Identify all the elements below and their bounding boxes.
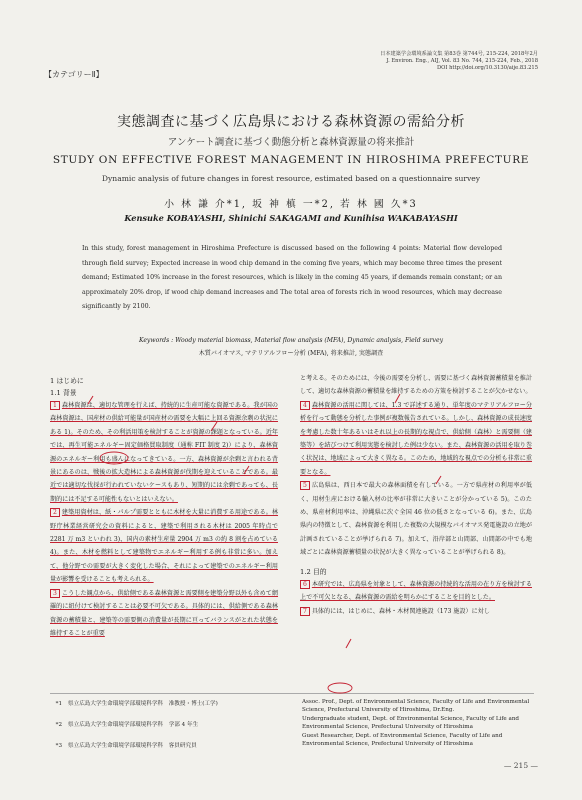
authors-en: Kensuke KOBAYASHI, Shinichi SAKAGAMI and Kunihisa WAKABAYASHI [124, 213, 458, 223]
annotation-mark: 7 [300, 607, 310, 616]
paper-title-ja: 実態調査に基づく広島県における森林資源の需給分析 [117, 114, 465, 130]
annotation-mark: 2 [50, 508, 60, 517]
footnote-item: *2 県立広島大学生命環境学部環境科学科 学部 4 年生 [55, 722, 199, 728]
journal-doi: DOI http://doi.org/10.3130/aije.83.215 [436, 65, 538, 71]
body-paragraph: 1 森林資源は、適切な管理を行えば、持続的に生産可能な資源である。我が国の森林資源は、国産材の供給可能量が国産材の需要を大幅に上回る資源余剰の状況にある 1)。そのため、その利活用策を検討することが資源の課題となっている。近年では、再生可能エネルギー固定価格買取制度（通称 FIT 制度 2)）により、森林資源のエネルギー利用も盛んになってきている。一方、森林資源が余剰と言われる背景にあるのは、戦後の拡大造林による森林資源が伐期を迎えていることである。最近では適切な伐採が行われていないケースもあり、短期的には余剰であっても、長期的には不足する可能性もないとはいえない。 [50, 402, 279, 503]
footnote-item: Undergraduate student, Dept. of Environmental Science, Faculty of Life and Environmental Science, Prefectural University of Hiroshima [302, 716, 519, 730]
body-paragraph: 2 建築用資材は、紙・パルプ需要とともに木材を大量に消費する用途である。林野庁林業経営研究会の資料によると、建築で利用される木材は 2005 年時点で 2281 万 m3 といわれ 3)、国内の素材生産量 2904 万 m3 の約 8 割を占めている 4)。また、木材を燃料として建築物でエネルギー利用する例も非常に多い。加えて、他分野での需要が大きく変化した場合、それによって建築でのエネルギー利用量が影響を受けることも考えられる。 [50, 509, 279, 584]
subsection-heading-objective: 1.2 目的 [300, 567, 327, 576]
footnote-divider [50, 693, 534, 694]
footnote-item: *1 県立広島大学生命環境学部環境科学科 准教授・博士(工学) [55, 701, 218, 707]
paper-subtitle-ja: アンケート調査に基づく動態分析と森林資源量の将来推計 [167, 137, 415, 148]
annotation-mark: 5 [300, 481, 310, 490]
annotation-mark: 4 [300, 401, 310, 410]
subsection-heading-background: 1.1 背景 [50, 389, 77, 397]
journal-citation-ja: 日本建築学会環境系論文集 第83巻 第744号, 215-224, 2018年2月 [380, 51, 538, 57]
category-label: 【カテゴリーⅡ】 [44, 70, 104, 79]
annotation-mark: 3 [50, 589, 60, 598]
pen-slash-mark [346, 639, 351, 648]
page-number: — 215 — [503, 761, 538, 770]
footnote-item: *3 県立広島大学生命環境学部環境科学科 客員研究員 [55, 743, 197, 749]
footnotes-ja [50, 699, 290, 751]
authors-ja: 小 林 謙 介*1, 坂 神 槙 一*2, 若 林 國 久*3 [164, 199, 418, 210]
footnotes-en [302, 699, 534, 751]
footnote-item: Assoc. Prof., Dept. of Environmental Science, Faculty of Life and Environmental Science, Prefectural University of Hiroshima, Dr.Eng. [302, 699, 530, 713]
paper-title-en: STUDY ON EFFECTIVE FOREST MANAGEMENT IN HIROSHIMA PREFECTURE [52, 154, 530, 166]
footnote-item: Guest Researcher, Dept. of Environmental Science, Faculty of Life and Environmental Science, Prefectural University of Hiroshima [302, 733, 503, 747]
body-paragraph: 3 こうした観点から、供給側である森林資源と需要側を建築分野以外も含めて網羅的に紐付けて検討することは必要不可欠である。具体的には、供給側である森林資源の蓄積量と、建築等の需要側の消費量が長期に亘ってバランスがとれた状態を維持することが重要 [50, 589, 279, 637]
body-paragraph: と考える。そのためには、今後の需要を分析し、需要に基づく森林資源蓄積量を推計して、適切な森林資源の蓄積量を維持するための方策を検討することが欠かせない。 [300, 375, 532, 396]
body-paragraph: 5 広島県は、西日本で最大の森林面積を有している。一方で県産材の利用率が低く、用材生産における輸入材の比率が非常に大きいことが分かっている 5)。このため、県産材利用率は、沖縄県に次ぐ全国 46 位の低さとなっている 6)。また、広島県内の特徴として、森林資源を利用した複数の大規模なバイオマス発電施設の立地が計画されていることが挙げられる 7)。加えて、沿岸部と山間部、山間部の中でも地域ごとに森林資源蓄積量の状況が大きく異なっていることが挙げられる 8)。 [300, 482, 533, 557]
annotation-mark: 6 [300, 580, 310, 589]
keywords-en: Keywords : Woody material biomass, Material flow analysis (MFA), Dynamic analysis, Field survey [138, 337, 444, 344]
abstract: In this study, forest management in Hiroshima Prefecture is discussed based on the following 4 points: Material flow developed through field survey; Expected increase in wood chip demand in the coming five years, which may become three times the present demand; Estimated 10% increase in the forest resources, which is likely in the coming 45 years, if demands remain constant; or an approximately 20% drop, if wood chip demand increases and The total area of forests rich in wood resources, which may decrease significantly by 2100. [82, 245, 502, 311]
paper-subtitle-en: Dynamic analysis of future changes in forest resource, estimated based on a questionnaire survey [101, 174, 481, 183]
body-left-column [50, 375, 278, 640]
body-paragraph: 6 本研究では、広島県を対象として、森林資源の持続的な活用の在り方を検討する上で不可欠となる、森林資源の需給を明らかにすることを目的とした。 [300, 580, 532, 602]
body-right-column [300, 372, 532, 618]
section-heading-introduction: 1 はじめに [50, 377, 84, 385]
pen-circle-mark [328, 683, 352, 693]
body-paragraph: 4 森林資源の活用に関しては、1.3 で詳述する通り、単年度のマテリアルフロー分析を行って動態を分析した事例が複数報告されている。しかし、森林資源の成長速度を考慮した数十年あるいはそれ以上の長期的な視点で、供給側（森林）と需要側（建築等）を結びつけて利用実態を検討した例は少ない。また、森林資源の活用を取り巻く状況は、地域によって大きく異なる。このため、地域的な視点での分析も非常に重要となる。 [300, 401, 532, 476]
keywords-ja: 木質バイオマス, マテリアルフロー分析 (MFA), 将来推計, 実態調査 [198, 350, 384, 357]
body-paragraph: 7 具体的には、はじめに、森林・木材関連施設（173 施設）に対し [300, 605, 532, 618]
journal-citation-en: J. Environ. Eng., AIJ, Vol. 83 No. 744, 215-224, Feb., 2018 [386, 58, 538, 64]
annotation-mark: 1 [50, 401, 60, 410]
